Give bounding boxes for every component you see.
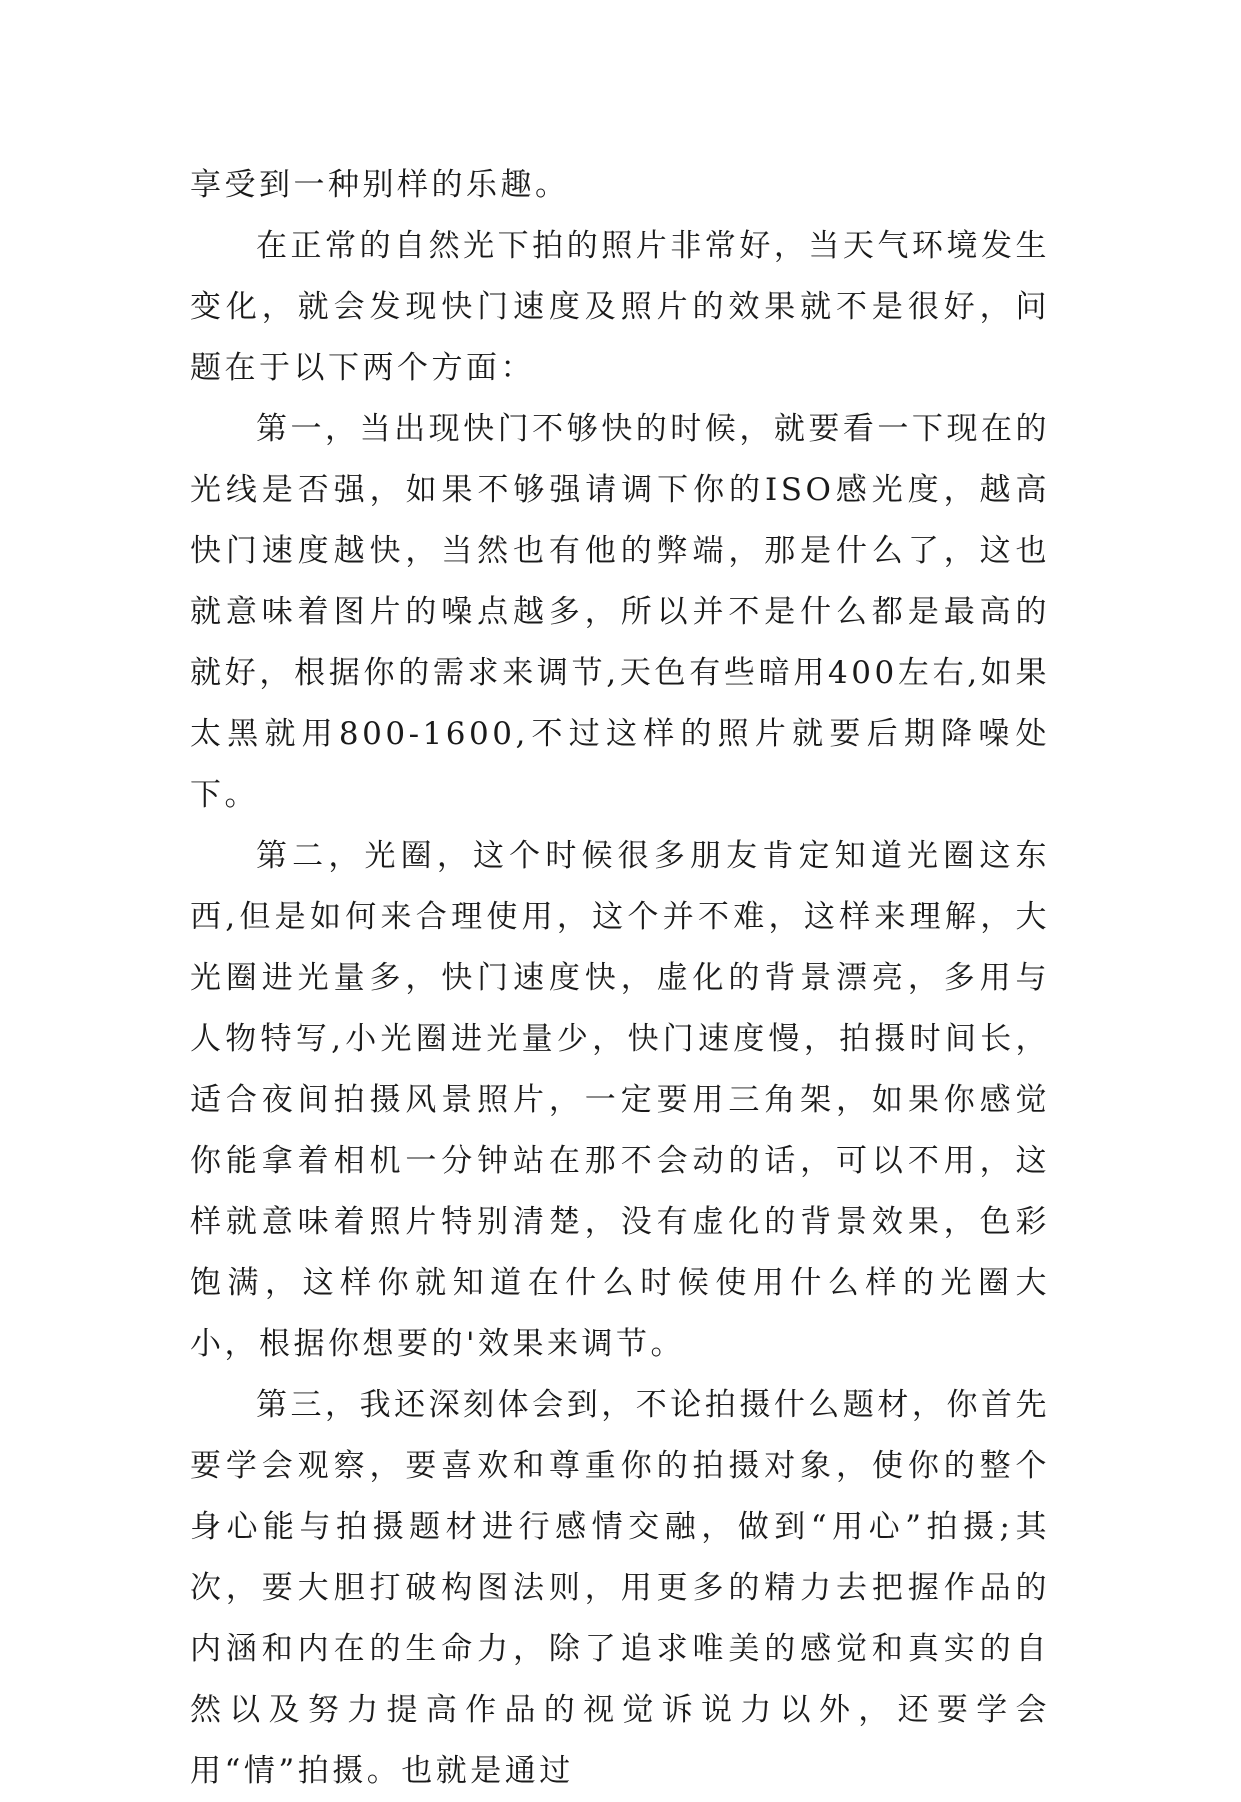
paragraph-observation: 第三，我还深刻体会到，不论拍摄什么题材，你首先要学会观察，要喜欢和尊重你的拍摄对象，使你的整个身心能与拍摄题材进行感情交融，做到“用心”拍摄;其次，要大胆打破构图法则，用更多的精力去把握作品的内涵和内在的生命力，除了追求唯美的感觉和真实的自然以及努力提高作品的视觉诉说力以外，还要学会用“情”拍摄。也就是通过	[190, 1387, 1050, 1789]
paragraph-shutter-iso: 第一，当出现快门不够快的时候，就要看一下现在的光线是否强，如果不够强请调下你的ISO感光度，越高快门速度越快，当然也有他的弊端，那是什么了，这也就意味着图片的噪点越多，所以并不是什么都是最高的就好，根据你的需求来调节,天色有些暗用400左右,如果太黑就用800-1600,不过这样的照片就要后期降噪处下。	[190, 411, 1051, 813]
paragraph-continuation: 享受到一种别样的乐趣。	[190, 167, 570, 203]
document-body	[190, 155, 1050, 1802]
paragraph-natural-light: 在正常的自然光下拍的照片非常好，当天气环境发生变化，就会发现快门速度及照片的效果就不是很好，问题在于以下两个方面：	[190, 228, 1050, 386]
paragraph-aperture: 第二，光圈，这个时候很多朋友肯定知道光圈这东西,但是如何来合理使用，这个并不难，这样来理解，大光圈进光量多，快门速度快，虚化的背景漂亮，多用与人物特写,小光圈进光量少，快门速度慢，拍摄时间长，适合夜间拍摄风景照片，一定要用三角架，如果你感觉你能拿着相机一分钟站在那不会动的话，可以不用，这样就意味着照片特别清楚，没有虚化的背景效果，色彩饱满，这样你就知道在什么时候使用什么样的光圈大小，根据你想要的'效果来调节。	[190, 838, 1050, 1362]
